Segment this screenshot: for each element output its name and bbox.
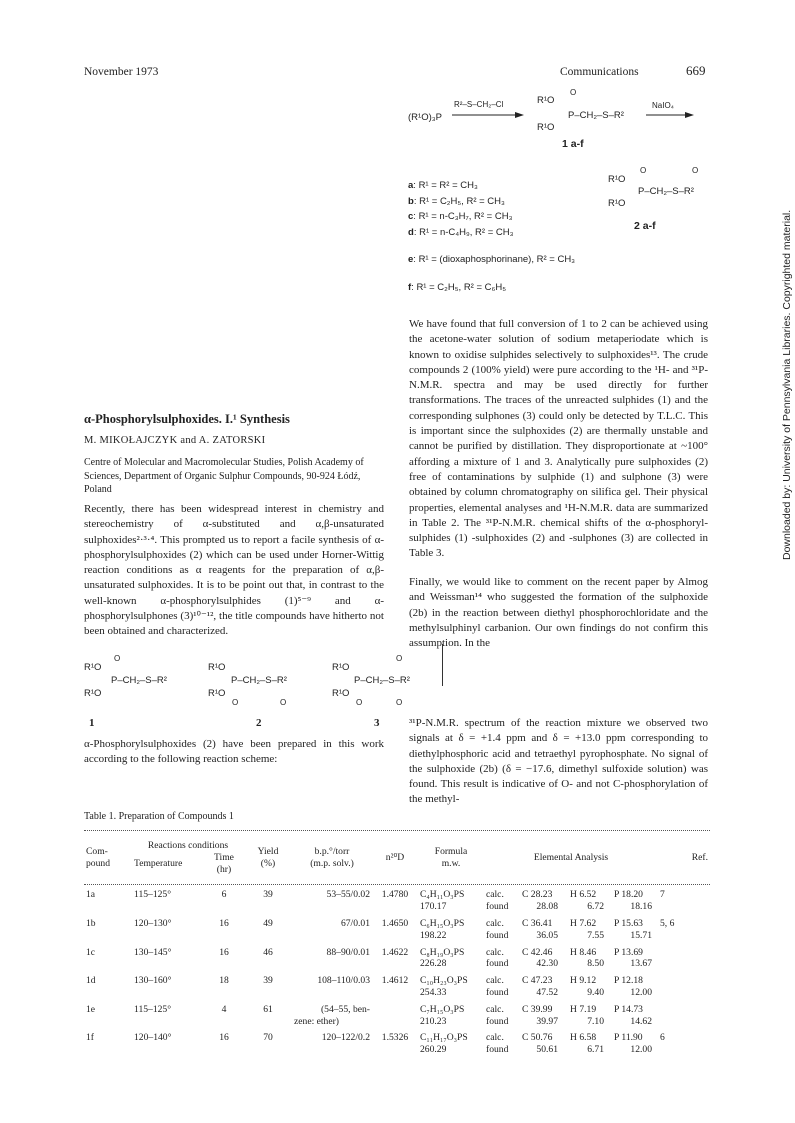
th-nd: n²⁰D — [385, 852, 405, 863]
cell-bp: 88–90/0.01 — [326, 946, 370, 958]
cell-calc-p: P 18.20 — [614, 889, 643, 901]
cell-found-c: 42.30 — [536, 958, 558, 970]
cell-calc-c: C 28.23 — [522, 889, 553, 901]
cell-nd: 1.4650 — [381, 917, 409, 929]
table1-top-rule — [84, 830, 710, 831]
s3-oxo-p: O — [356, 698, 363, 707]
table-row-sub — [84, 1044, 710, 1056]
cell-calc-h: H 8.46 — [570, 946, 597, 958]
structure-label-2: 2 — [256, 717, 262, 729]
structure-label-3: 3 — [374, 717, 380, 729]
cell-calc-p: P 13.69 — [614, 946, 643, 958]
cell-found-h: 7.55 — [587, 929, 604, 941]
s3-r1o-top: R¹O — [332, 662, 350, 673]
s3-core: P–CH₂–S–R² — [354, 675, 410, 686]
cell-ref: 6 — [660, 1032, 665, 1044]
cell-calc-p: P 11.90 — [614, 1032, 643, 1044]
cell-calc-c: C 47.23 — [522, 975, 553, 987]
cell-found-c: 50.61 — [536, 1044, 558, 1056]
cell-formula: C₁₀H₂₃O₃PS — [420, 975, 468, 987]
cell-found-label: found — [486, 1044, 509, 1056]
table1 — [84, 840, 710, 1061]
cell-temperature: 120–130° — [134, 917, 172, 929]
scheme-product-r1o-bottom: R¹O — [537, 122, 555, 133]
cell-calc-p: P 12.18 — [614, 975, 643, 987]
cell-nd — [372, 1004, 418, 1016]
cell-mw: 254.33 — [420, 986, 447, 998]
cell-found-h: 7.10 — [587, 1015, 604, 1027]
right-paragraph-3: ³¹P-N.M.R. spectrum of the reaction mixture we observed two signals at δ = +1.4 ppm and δ = +13.0 ppm corresponding to diethylphosphoric acid and tetraethyl pyrophosphate. No signal of the sulphoxide (2b) (δ = −17.6, dimethyl sulfoxide solution) was found. This result is indicative of O- and not C-phosphorylation of the methyl- — [409, 717, 708, 806]
cell-temperature: 130–160° — [134, 975, 172, 987]
substituent-e: e: R¹ = (dioxaphosphorinane), R² = CH₃ — [408, 254, 576, 265]
cell-compound: 1e — [86, 1003, 96, 1015]
header-section: Communications — [560, 66, 639, 78]
product2-core: P–CH₂–S–R² — [638, 186, 694, 197]
reaction-arrow-1 — [452, 110, 524, 120]
s2-core: P–CH₂–S–R² — [231, 675, 287, 686]
cell-calc-label: calc. — [486, 917, 504, 929]
th-elemental-analysis: Elemental Analysis — [533, 852, 609, 863]
cell-calc-h: H 6.58 — [570, 1032, 597, 1044]
cell-calc-label: calc. — [486, 975, 504, 987]
cell-temperature: 130–145° — [134, 946, 172, 958]
cell-mw: 198.22 — [420, 929, 447, 941]
th-reaction-conditions: Reactions conditions — [147, 840, 229, 851]
cell-found-h: 8.50 — [587, 958, 604, 970]
cell-time: 16 — [219, 917, 229, 929]
cell-nd: 1.4612 — [381, 975, 409, 987]
cell-found-label: found — [486, 986, 509, 998]
cell-ref: 5, 6 — [660, 917, 675, 929]
cell-found-label: found — [486, 929, 509, 941]
scheme-oxo-label: O — [570, 88, 577, 97]
cell-calc-p: P 15.63 — [614, 917, 643, 929]
cell-nd: 1.4622 — [381, 946, 409, 958]
cell-compound: 1d — [86, 975, 96, 987]
cell-ref — [658, 1004, 710, 1016]
structure-divider — [442, 644, 443, 686]
cell-nd: 1.4780 — [381, 889, 409, 901]
substituent-c: c: R¹ = n-C₃H₇, R² = CH₃ — [408, 211, 513, 222]
s3-r1o-bottom: R¹O — [332, 688, 350, 699]
table-row — [84, 889, 710, 901]
cell-calc-c: C 39.99 — [522, 1003, 553, 1015]
cell-found-c: 39.97 — [536, 1015, 558, 1027]
article-authors: M. MIKOŁAJCZYK and A. ZATORSKI — [84, 435, 266, 446]
cell-bp-cont — [292, 1044, 372, 1056]
scheme-reagent: (R¹O)₃P — [408, 112, 442, 123]
compound-label-1af: 1 a-f — [562, 138, 584, 150]
cell-found-h: 6.72 — [587, 901, 604, 913]
cell-found-h: 9.40 — [587, 986, 604, 998]
cell-found-p: 12.00 — [630, 1044, 652, 1056]
table-row-sub — [84, 930, 710, 942]
product2-r1o-bottom: R¹O — [608, 198, 626, 209]
cell-bp-cont — [292, 958, 372, 970]
cell-ref — [658, 947, 710, 959]
cell-yield: 39 — [263, 975, 273, 987]
cell-calc-c: C 42.46 — [522, 946, 553, 958]
cell-time: 16 — [219, 1032, 229, 1044]
left-paragraph-2: α-Phosphorylsulphoxides (2) have been prepared in this work according to the following reaction scheme: — [84, 738, 384, 766]
product2-oxo-s: O — [692, 166, 699, 175]
table-row-sub — [84, 1016, 710, 1028]
cell-nd: 1.5326 — [381, 1032, 409, 1044]
cell-found-label: found — [486, 958, 509, 970]
cell-found-label: found — [486, 1015, 509, 1027]
structures-row — [84, 650, 444, 710]
header-date: November 1973 — [84, 66, 159, 78]
cell-temperature: 115–125° — [134, 889, 172, 901]
cell-mw: 226.28 — [420, 958, 447, 970]
cell-found-p: 15.71 — [630, 929, 652, 941]
cell-bp: 53–55/0.02 — [326, 889, 370, 901]
cell-formula: C₇H₁₅O₃PS — [420, 1003, 465, 1015]
cell-bp: (54–55, ben- — [320, 1003, 370, 1015]
cell-time: 4 — [221, 1003, 227, 1015]
cell-compound: 1a — [86, 889, 96, 901]
cell-compound: 1b — [86, 917, 96, 929]
s2-oxo-p: O — [232, 698, 239, 707]
article-title: α-Phosphorylsulphoxides. I.¹ Synthesis — [84, 412, 290, 426]
s1-core: P–CH₂–S–R² — [111, 675, 167, 686]
cell-calc-h: H 7.62 — [570, 917, 597, 929]
right-paragraph-2: Finally, we would like to comment on the recent paper by Almog and Weissman¹⁴ who suggested the formation of the sulphoxide (2b) in the reaction between diethyl phosphorochloridate and the methylsulphinyl carbanion. Our own findings do not confirm this assumption. In the — [409, 576, 708, 650]
scheme-product-core: P–CH₂–S–R² — [568, 110, 624, 121]
cell-compound: 1c — [86, 946, 96, 958]
s2-oxo-s: O — [280, 698, 287, 707]
cell-ref — [658, 975, 710, 987]
substituent-b: b: R¹ = C₂H₅, R² = CH₃ — [408, 195, 505, 207]
cell-temperature: 115–125° — [134, 1003, 172, 1015]
cell-calc-h: H 9.12 — [570, 975, 597, 987]
cell-time: 6 — [221, 889, 227, 901]
substituent-d: d: R¹ = n-C₄H₉, R² = CH₃ — [408, 226, 514, 238]
table-row — [84, 1032, 710, 1044]
table-row-sub — [84, 901, 710, 913]
cell-found-p: 12.00 — [630, 986, 652, 998]
th-ref: Ref. — [691, 852, 708, 863]
cell-mw: 210.23 — [420, 1015, 447, 1027]
cell-calc-c: C 50.76 — [522, 1032, 553, 1044]
page-number: 669 — [686, 63, 706, 78]
right-paragraph-1: We have found that full conversion of 1 to 2 can be achieved using the acetone-water solution of sodium metaperiodate which is known to oxidise sulphides selectively to sulphoxides¹³. The crude compounds 2 (100% yield) were pure according to the ¹H- and ³¹P-N.M.R. spectra and may be used directly for further transformations. The traces of the unreacted sulphides (1) and the corresponding sulphones (3) could only be detected by T.L.C. This is important since the sulphoxides (2) are thermally unstable and cannot be purified by distillation. They disproportionate at ~100° affording a mixture of 1 and 3. Analytically pure sulphoxides (2) free of contaminations by sulphide (1) and sulphone (3) were obtained by column chromatography on silifica gel. Their physical properties, elemental analyses and ¹H-N.M.R. data are summarized in Table 2. The ³¹P-N.M.R. chemical shifts of the α-phosphoryl-sulphides (1) -sulphoxides (2) and -sulphones (3) are collected in Table 3. — [409, 318, 708, 560]
cell-formula: C₁₁H₁₇O₃PS — [420, 1032, 468, 1044]
cell-calc-c: C 36.41 — [522, 917, 553, 929]
scheme-product-r1o-top: R¹O — [537, 95, 555, 106]
product2-oxo-p: O — [640, 166, 647, 175]
cell-bp: 120–122/0.2 — [321, 1032, 370, 1044]
cell-found-label: found — [486, 901, 509, 913]
cell-found-c: 28.08 — [536, 901, 558, 913]
th-time: Time (hr) — [214, 851, 234, 875]
cell-calc-label: calc. — [486, 946, 504, 958]
cell-time: 16 — [219, 946, 229, 958]
cell-found-c: 36.05 — [536, 929, 558, 941]
cell-bp: 67/0.01 — [340, 917, 370, 929]
substituent-a: a: R¹ = R² = CH₃ — [408, 180, 478, 191]
table-row — [84, 975, 710, 987]
reaction-arrow-2 — [646, 110, 694, 120]
cell-bp: 108–110/0.03 — [317, 975, 370, 987]
s3-oxo-top: O — [396, 654, 403, 663]
cell-compound: 1f — [86, 1032, 94, 1044]
table1-header-row1 — [84, 840, 710, 852]
table-row — [84, 947, 710, 959]
cell-bp-cont — [292, 930, 372, 942]
table-row — [84, 1004, 710, 1016]
cell-bp-cont: zene: ether) — [294, 1015, 340, 1027]
substituent-list — [408, 178, 575, 295]
cell-formula: C₈H₁₉O₃PS — [420, 946, 465, 958]
cell-time: 18 — [219, 975, 229, 987]
product2-r1o-top: R¹O — [608, 174, 626, 185]
article-affiliation: Centre of Molecular and Macromolecular Studies, Polish Academy of Sciences, Department of Organic Sulphur Compounds, 90-924 Łódź, Poland — [84, 457, 364, 495]
cell-temperature: 120–140° — [134, 1032, 172, 1044]
cell-calc-label: calc. — [486, 889, 504, 901]
th-temperature: Temperature — [134, 857, 183, 869]
scheme-arrow2-label: NaIO₄ — [652, 101, 674, 110]
cell-yield: 49 — [263, 917, 273, 929]
cell-yield: 46 — [263, 946, 273, 958]
th-formula: Formula m.w. — [434, 846, 468, 869]
left-paragraph-1: Recently, there has been widespread interest in chemistry and stereochemistry of α-substituted and α,β-unsaturated sulphoxides²·³·⁴. This prompted us to report a facile synthesis of α-phosphorylsulphoxides (2) which can be used under Horner-Wittig reaction conditions as α reagents for the preparation of α,β-unsaturated sulphoxides. It is to be point out that, in contrast to the well-known α-phosphorylsulphides (1)⁵⁻⁹ and α-phosphorylsulphones (3)¹⁰⁻¹², the title compounds have hitherto not been obtained and characterized. — [84, 503, 384, 638]
cell-yield: 39 — [263, 889, 273, 901]
table1-caption: Table 1. Preparation of Compounds 1 — [84, 811, 234, 822]
cell-yield: 61 — [263, 1003, 273, 1015]
cell-calc-h: H 7.19 — [570, 1003, 597, 1015]
s2-r1o-bottom: R¹O — [208, 688, 226, 699]
th-bp: b.p.°/torr (m.p. solv.) — [310, 846, 354, 869]
cell-formula: C₄H₁₁O₃PS — [420, 889, 465, 901]
s1-r1o-top: R¹O — [84, 662, 102, 673]
cell-calc-h: H 6.52 — [570, 889, 597, 901]
cell-found-h: 6.71 — [587, 1044, 604, 1056]
cell-found-p: 14.62 — [630, 1015, 652, 1027]
cell-calc-p: P 14.73 — [614, 1003, 643, 1015]
table-row — [84, 918, 710, 930]
substituent-f: f: R¹ = C₂H₅, R² = C₆H₅ — [408, 281, 507, 293]
cell-bp-cont — [292, 901, 372, 913]
cell-mw: 260.29 — [420, 1044, 447, 1056]
cell-formula: C₆H₁₅O₃PS — [420, 917, 465, 929]
s3-oxo-s: O — [396, 698, 403, 707]
s1-oxo: O — [114, 654, 121, 663]
scheme-arrow1-label: R²–S–CH₂–Cl — [454, 100, 504, 109]
s2-r1o-top: R¹O — [208, 662, 226, 673]
cell-ref: 7 — [660, 889, 665, 901]
cell-yield: 70 — [263, 1032, 273, 1044]
cell-bp-cont — [292, 987, 372, 999]
cell-found-p: 13.67 — [630, 958, 652, 970]
th-compound: Com- pound — [86, 846, 110, 869]
th-yield: Yield (%) — [257, 846, 279, 869]
table-row-sub — [84, 987, 710, 999]
structure-label-1: 1 — [89, 717, 95, 729]
compound-label-2af: 2 a-f — [634, 220, 656, 232]
cell-mw: 170.17 — [420, 901, 447, 913]
cell-found-p: 18.16 — [630, 901, 652, 913]
download-note: Downloaded by: University of Pennsylvania Libraries. Copyrighted material. — [781, 209, 793, 560]
s1-r1o-bottom: R¹O — [84, 688, 102, 699]
table-row-sub — [84, 958, 710, 970]
cell-calc-label: calc. — [486, 1032, 504, 1044]
cell-calc-label: calc. — [486, 1003, 504, 1015]
cell-found-c: 47.52 — [536, 986, 558, 998]
